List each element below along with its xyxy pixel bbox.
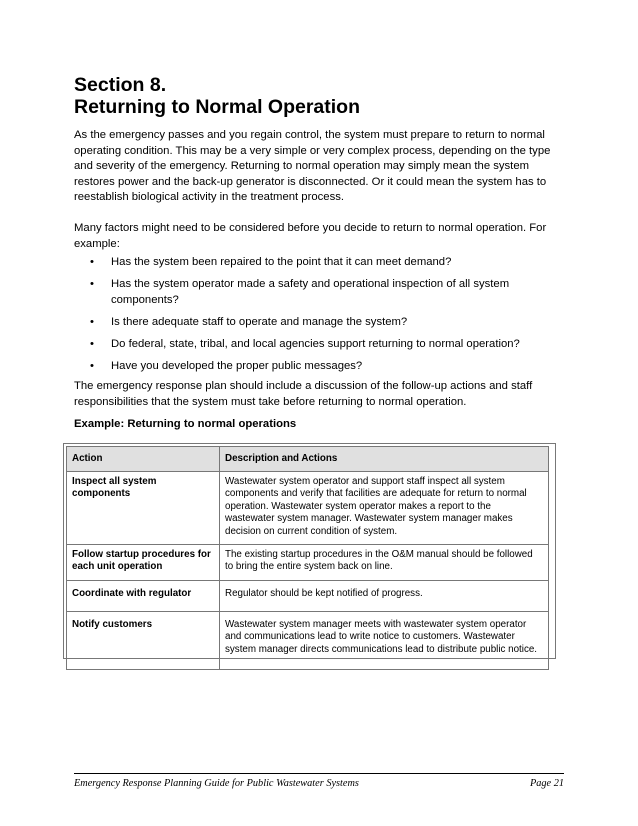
list-item xyxy=(88,277,558,308)
description-cell: The existing startup procedures in the O&M manual should be followed to bring the entire system back on line. xyxy=(220,545,549,581)
example-title: Example: Returning to normal operations xyxy=(74,418,297,430)
returning-operations-table xyxy=(66,446,549,670)
table-row xyxy=(67,580,549,611)
table-header-row xyxy=(67,447,549,472)
factors-list xyxy=(88,255,558,382)
bullet-icon: • xyxy=(90,360,94,373)
table-row xyxy=(67,611,549,669)
section-heading xyxy=(74,74,360,118)
bullet-icon: • xyxy=(90,278,94,291)
bullet-icon: • xyxy=(90,256,94,268)
section-number: Section 8. xyxy=(74,74,167,96)
description-cell: Wastewater system manager meets with wastewater system operator and communications lead to write notice to customers. Wastewater system manager directs communications lead to distribute public notice. xyxy=(220,611,549,669)
footer-divider xyxy=(74,773,564,774)
factors-paragraph: Many factors might need to be considered before you decide to return to normal operation. For example: xyxy=(74,222,547,250)
bullet-icon: • xyxy=(90,315,94,328)
list-item-text: Is there adequate staff to operate and manage the system? xyxy=(111,315,408,328)
action-cell: Inspect all system components xyxy=(67,472,220,545)
intro-paragraph: As the emergency passes and you regain control, the system must prepare to return to normal operating condition. This may be a very simple or very complex process, depending on the type and severity of the emergency. Returning to normal operation may simply mean the system restores power and the back-up generator is disconnected. Or it could mean the system has to reestablish biological activity in the treatment process. xyxy=(74,129,551,204)
list-item xyxy=(88,255,558,271)
section-title: Returning to Normal Operation xyxy=(74,96,361,118)
list-item-text: Has the system operator made a safety and operational inspection of all system components? xyxy=(111,278,510,306)
list-item-text: Has the system been repaired to the point that it can meet demand? xyxy=(111,256,452,268)
action-cell: Follow startup procedures for each unit operation xyxy=(67,545,220,581)
bullet-icon: • xyxy=(90,338,94,351)
list-item xyxy=(88,315,558,331)
action-cell: Notify customers xyxy=(67,611,220,669)
list-item xyxy=(88,359,558,375)
header-description: Description and Actions xyxy=(220,447,549,472)
page-number: Page 21 xyxy=(529,778,564,789)
footer-title: Emergency Response Planning Guide for Public Wastewater Systems xyxy=(74,778,359,789)
list-item-text: Do federal, state, tribal, and local agencies support returning to normal operation? xyxy=(111,338,520,351)
list-item-text: Have you developed the proper public messages? xyxy=(111,360,363,373)
list-item xyxy=(88,337,558,353)
description-cell: Regulator should be kept notified of progress. xyxy=(220,580,549,611)
header-action: Action xyxy=(67,447,220,472)
table-row xyxy=(67,545,549,581)
plan-paragraph: The emergency response plan should include a discussion of the follow-up actions and staff responsibilities that the system must take before returning to normal operation. xyxy=(74,380,533,408)
action-cell: Coordinate with regulator xyxy=(67,580,220,611)
table-row xyxy=(67,472,549,545)
description-cell: Wastewater system operator and support staff inspect all system components and verify that facilities are adequate for return to normal operation. Wastewater system operator makes a report to the wastewater system manager. Wastewater system manager makes decision on current condition of system. xyxy=(220,472,549,545)
